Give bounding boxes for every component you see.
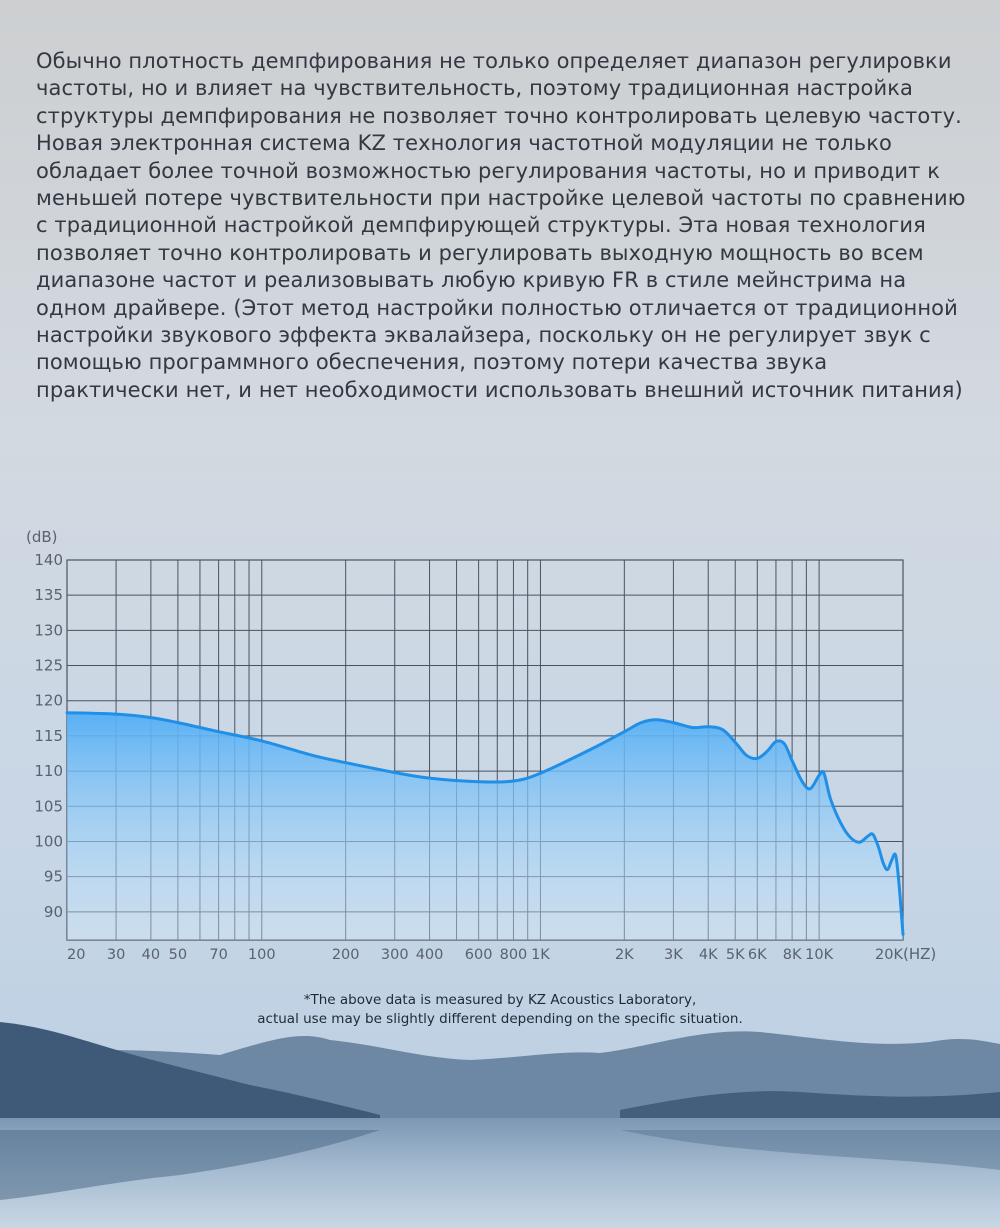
y-tick-label: 130: [34, 621, 63, 640]
y-tick-label: 110: [34, 762, 63, 781]
frequency-response-chart: [0, 515, 1000, 985]
x-tick-label: 1K: [531, 947, 550, 963]
y-tick-label: 95: [43, 867, 63, 886]
y-tick-label: 135: [34, 586, 63, 605]
x-tick-label: 40: [141, 947, 161, 963]
x-tick-label: 5K: [725, 947, 745, 963]
y-tick-label: 120: [34, 691, 63, 710]
y-tick-label: 140: [34, 551, 63, 569]
x-tick-label: 20: [67, 947, 86, 963]
frequency-response-area: [67, 713, 903, 940]
x-tick-label: 20K: [875, 947, 903, 963]
x-tick-label: 400: [415, 947, 444, 963]
x-axis-unit-label: (HZ): [903, 945, 937, 963]
description-paragraph: Обычно плотность демпфирования не только определяет диапазон регулировки частоты, но и влияет на чувствительность, поэтому традиционная настройка структуры демпфирования не позволяет точно контролировать целевую частоту. Новая электронная система KZ технология частотной модуляции не только обладает более точной возможностью регулирования частоты, но и приводит к меньшей потере чувствительности при настройке целевой частоты по сравнению с традиционной настройкой демпфирующей структуры. Эта новая технология позволяет точно контролировать и регулировать выходную мощность во всем диапазоне частот и реализовывать любую кривую FR в стиле мейнстрима на одном драйвере. (Этот метод настройки полностью отличается от традиционной настройки звукового эффекта эквалайзера, поскольку он не регулирует звук с помощью программного обеспечения, поэтому потери качества звука практически нет, и нет необходимости использовать внешний источник питания): [36, 49, 966, 402]
x-tick-label: 200: [331, 947, 360, 963]
x-tick-label: 70: [209, 947, 228, 963]
footnote-line-2: actual use may be slightly different depending on the specific situation.: [257, 1011, 743, 1027]
y-tick-label: 90: [43, 902, 63, 921]
x-tick-label: 10K: [805, 947, 834, 963]
y-tick-label: 105: [34, 797, 63, 816]
footnote-line-1: *The above data is measured by KZ Acoustics Laboratory,: [303, 992, 697, 1008]
y-tick-label: 100: [34, 832, 63, 851]
x-tick-label: 4K: [698, 947, 718, 963]
x-tick-label: 3K: [664, 947, 683, 963]
x-tick-label: 6K: [747, 947, 767, 963]
y-tick-label: 115: [34, 726, 63, 745]
x-axis-labels: [67, 947, 903, 963]
y-axis-labels: [34, 551, 63, 921]
x-tick-label: 600: [464, 947, 493, 963]
x-tick-label: 100: [247, 947, 276, 963]
x-tick-label: 8K: [782, 947, 802, 963]
x-tick-label: 800: [499, 947, 528, 963]
y-tick-label: 125: [34, 656, 63, 675]
y-axis-unit-label: (dB): [26, 528, 58, 546]
x-tick-label: 2K: [614, 947, 634, 963]
x-tick-label: 30: [106, 947, 126, 963]
x-tick-label: 50: [168, 947, 188, 963]
x-tick-label: 300: [380, 947, 409, 963]
